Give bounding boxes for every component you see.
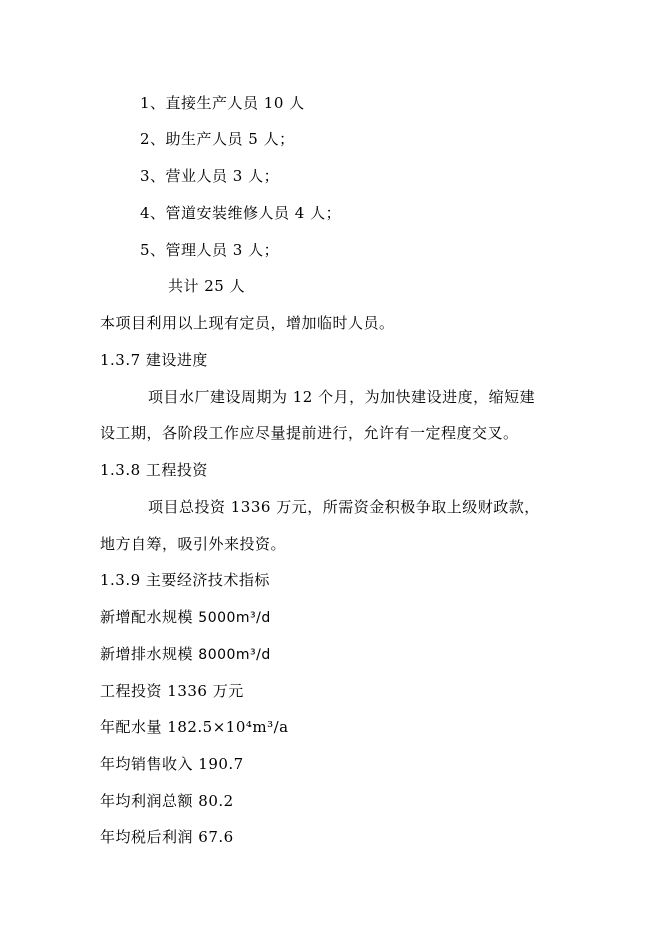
indicator-value: 190.7 xyxy=(198,755,244,773)
indicator-label: 工程投资 xyxy=(100,682,168,700)
staff-total: 共计 25 人 xyxy=(168,277,246,295)
staff-list-item: 1、直接生产人员 10 人 xyxy=(140,94,305,112)
investment-paragraph-line: 项目总投资 1336 万元，所需资金积极争取上级财政款， xyxy=(148,498,540,516)
indicator-row xyxy=(100,791,234,811)
indicator-value: 1336 万元 xyxy=(167,682,244,700)
section-heading-1-3-9: 1.3.9 主要经济技术指标 xyxy=(100,571,270,589)
indicator-value: 8000m³/d xyxy=(198,647,271,663)
indicator-label: 新增配水规模 xyxy=(100,608,199,626)
indicator-row xyxy=(100,644,271,665)
indicator-label: 年均税后利润 xyxy=(100,828,199,846)
investment-paragraph-line: 地方自筹，吸引外来投资。 xyxy=(100,535,287,553)
schedule-paragraph-line: 设工期，各阶段工作应尽量提前进行，允许有一定程度交叉。 xyxy=(100,424,519,442)
staff-list-item: 2、助生产人员 5 人； xyxy=(140,130,295,148)
indicator-label: 年均销售收入 xyxy=(100,755,199,773)
schedule-paragraph-line: 项目水厂建设周期为 12 个月，为加快建设进度，缩短建 xyxy=(148,388,536,406)
indicator-label: 新增排水规模 xyxy=(100,645,199,663)
indicator-row xyxy=(100,607,271,628)
indicator-value: 5000m³/d xyxy=(198,610,271,626)
indicator-label: 年均利润总额 xyxy=(100,792,199,810)
indicator-row xyxy=(100,717,289,737)
indicator-label: 年配水量 xyxy=(100,718,168,736)
indicator-row xyxy=(100,754,244,774)
indicator-value: 67.6 xyxy=(198,828,234,846)
indicator-value: 80.2 xyxy=(198,792,234,810)
section-heading-1-3-7: 1.3.7 建设进度 xyxy=(100,351,208,369)
staff-note: 本项目利用以上现有定员，增加临时人员。 xyxy=(100,314,395,332)
staff-list-item: 3、营业人员 3 人； xyxy=(140,167,280,185)
indicator-row xyxy=(100,681,244,701)
staff-list-item: 4、管道安装维修人员 4 人； xyxy=(140,204,342,222)
staff-list-item: 5、管理人员 3 人； xyxy=(140,241,280,259)
indicator-value: 182.5×10⁴m³/a xyxy=(167,718,289,736)
indicator-row xyxy=(100,827,234,847)
section-heading-1-3-8: 1.3.8 工程投资 xyxy=(100,461,208,479)
